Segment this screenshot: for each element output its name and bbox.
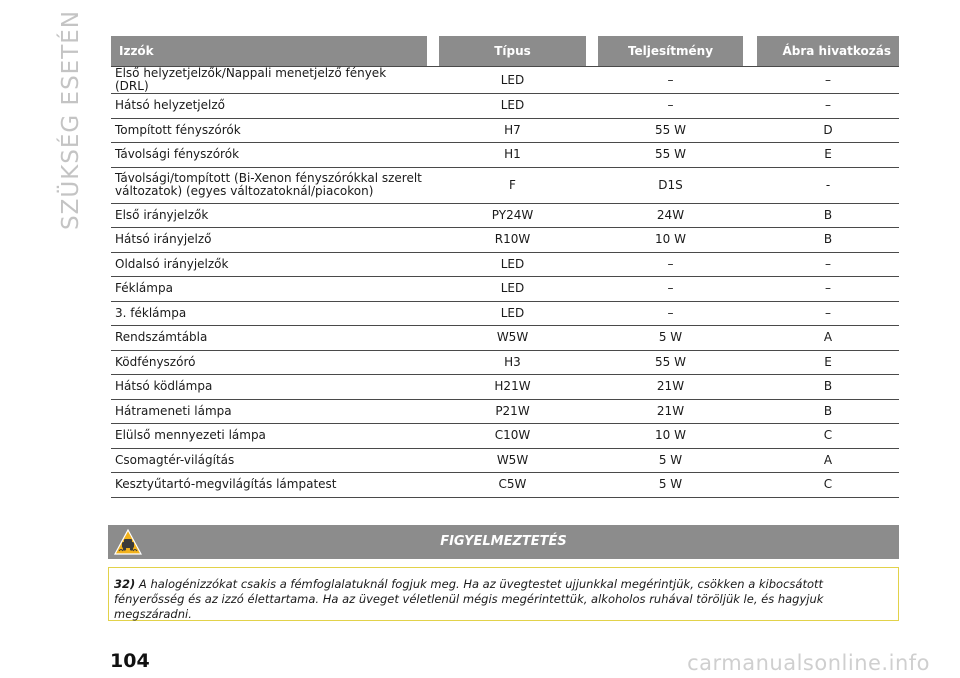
cell-bulb: 3. féklámpa — [111, 301, 427, 326]
cell-bulb: Kesztyűtartó-megvilágítás lámpatest — [111, 473, 427, 498]
cell-power: 10 W — [598, 228, 743, 253]
table-row — [111, 143, 899, 168]
cell-power: – — [598, 94, 743, 119]
cell-type: W5W — [439, 448, 586, 473]
table-row — [111, 448, 899, 473]
cell-bulb: Oldalsó irányjelzők — [111, 252, 427, 277]
cell-figure-ref: C — [757, 424, 899, 449]
cell-figure-ref: B — [757, 228, 899, 253]
table-row — [111, 424, 899, 449]
warning-number: 32) — [114, 577, 136, 591]
cell-type: H21W — [439, 375, 586, 400]
table-row — [111, 375, 899, 400]
cell-bulb: Hátrameneti lámpa — [111, 399, 427, 424]
cell-figure-ref: C — [757, 473, 899, 498]
cell-power: 21W — [598, 375, 743, 400]
table-row — [111, 277, 899, 302]
cell-bulb: Tompított fényszórók — [111, 118, 427, 143]
cell-power: D1S — [598, 167, 743, 203]
table-body — [111, 67, 899, 498]
table-row — [111, 399, 899, 424]
cell-bulb: Ködfényszóró — [111, 350, 427, 375]
warning-box — [108, 567, 899, 621]
cell-power: 55 W — [598, 143, 743, 168]
cell-type: LED — [439, 301, 586, 326]
cell-type: R10W — [439, 228, 586, 253]
cell-bulb: Hátsó helyzetjelző — [111, 94, 427, 119]
cell-power: – — [598, 277, 743, 302]
cell-type: H3 — [439, 350, 586, 375]
warning-text — [114, 577, 892, 622]
cell-type: F — [439, 167, 586, 203]
cell-figure-ref: – — [757, 301, 899, 326]
cell-bulb: Rendszámtábla — [111, 326, 427, 351]
table-row — [111, 473, 899, 498]
cell-power: – — [598, 252, 743, 277]
table-row — [111, 350, 899, 375]
cell-figure-ref: – — [757, 277, 899, 302]
section-side-title — [54, 10, 84, 230]
table-row — [111, 326, 899, 351]
watermark: carmanualsonline.info — [687, 651, 930, 675]
warning-body: A halogénizzókat csakis a fémfoglalatuknál fogjuk meg. Ha az üvegtestet ujjunkkal megérintjük, csökken a kibocsátott fényerősség és az izzó élettartama. Ha az üveget véletlenül mégis megérintettük, alkoholos ruhával töröljük le, és hagyjuk megszáradni. — [114, 577, 824, 621]
cell-type: LED — [439, 252, 586, 277]
cell-bulb: Távolsági/tompított (Bi-Xenon fényszórókkal szerelt változatok) (egyes változatoknál/piacokon) — [111, 167, 427, 203]
cell-figure-ref: A — [757, 326, 899, 351]
table-row — [111, 167, 899, 203]
cell-figure-ref: E — [757, 350, 899, 375]
cell-bulb: Féklámpa — [111, 277, 427, 302]
table-row — [111, 94, 899, 119]
header-bulbs: Izzók — [111, 36, 427, 67]
cell-type: C5W — [439, 473, 586, 498]
cell-figure-ref: B — [757, 203, 899, 228]
cell-figure-ref: A — [757, 448, 899, 473]
cell-bulb: Első irányjelzők — [111, 203, 427, 228]
section-title-text: SZÜKSÉG ESETÉN — [58, 10, 84, 230]
cell-power: 5 W — [598, 473, 743, 498]
cell-type: P21W — [439, 399, 586, 424]
table-row — [111, 67, 899, 94]
cell-figure-ref: E — [757, 143, 899, 168]
header-figure-ref: Ábra hivatkozás — [757, 36, 899, 67]
cell-bulb: Első helyzetjelzők/Nappali menetjelző fények (DRL) — [111, 67, 427, 94]
header-type: Típus — [439, 36, 586, 67]
cell-type: W5W — [439, 326, 586, 351]
cell-power: 10 W — [598, 424, 743, 449]
cell-power: – — [598, 67, 743, 94]
table-header-row — [111, 36, 899, 67]
cell-figure-ref: – — [757, 252, 899, 277]
cell-type: H7 — [439, 118, 586, 143]
cell-power: 24W — [598, 203, 743, 228]
cell-figure-ref: – — [757, 67, 899, 94]
warning-header-bar — [108, 525, 899, 559]
cell-type: H1 — [439, 143, 586, 168]
cell-type: LED — [439, 94, 586, 119]
cell-bulb: Hátsó ködlámpa — [111, 375, 427, 400]
table-row — [111, 118, 899, 143]
cell-bulb: Elülső mennyezeti lámpa — [111, 424, 427, 449]
cell-power: 55 W — [598, 350, 743, 375]
cell-figure-ref: B — [757, 375, 899, 400]
cell-bulb: Hátsó irányjelző — [111, 228, 427, 253]
cell-power: 5 W — [598, 448, 743, 473]
cell-type: PY24W — [439, 203, 586, 228]
cell-bulb: Csomagtér-világítás — [111, 448, 427, 473]
cell-figure-ref: B — [757, 399, 899, 424]
header-power: Teljesítmény — [598, 36, 743, 67]
cell-figure-ref: - — [757, 167, 899, 203]
table-row — [111, 228, 899, 253]
bulb-table — [111, 36, 899, 498]
warning-title: FIGYELMEZTETÉS — [440, 534, 567, 549]
cell-power: – — [598, 301, 743, 326]
table-row — [111, 301, 899, 326]
cell-figure-ref: D — [757, 118, 899, 143]
cell-figure-ref: – — [757, 94, 899, 119]
cell-bulb: Távolsági fényszórók — [111, 143, 427, 168]
table-row — [111, 252, 899, 277]
table-row — [111, 203, 899, 228]
cell-type: LED — [439, 277, 586, 302]
page-number: 104 — [110, 650, 150, 672]
cell-type: LED — [439, 67, 586, 94]
cell-power: 55 W — [598, 118, 743, 143]
cell-type: C10W — [439, 424, 586, 449]
cell-power: 5 W — [598, 326, 743, 351]
cell-power: 21W — [598, 399, 743, 424]
